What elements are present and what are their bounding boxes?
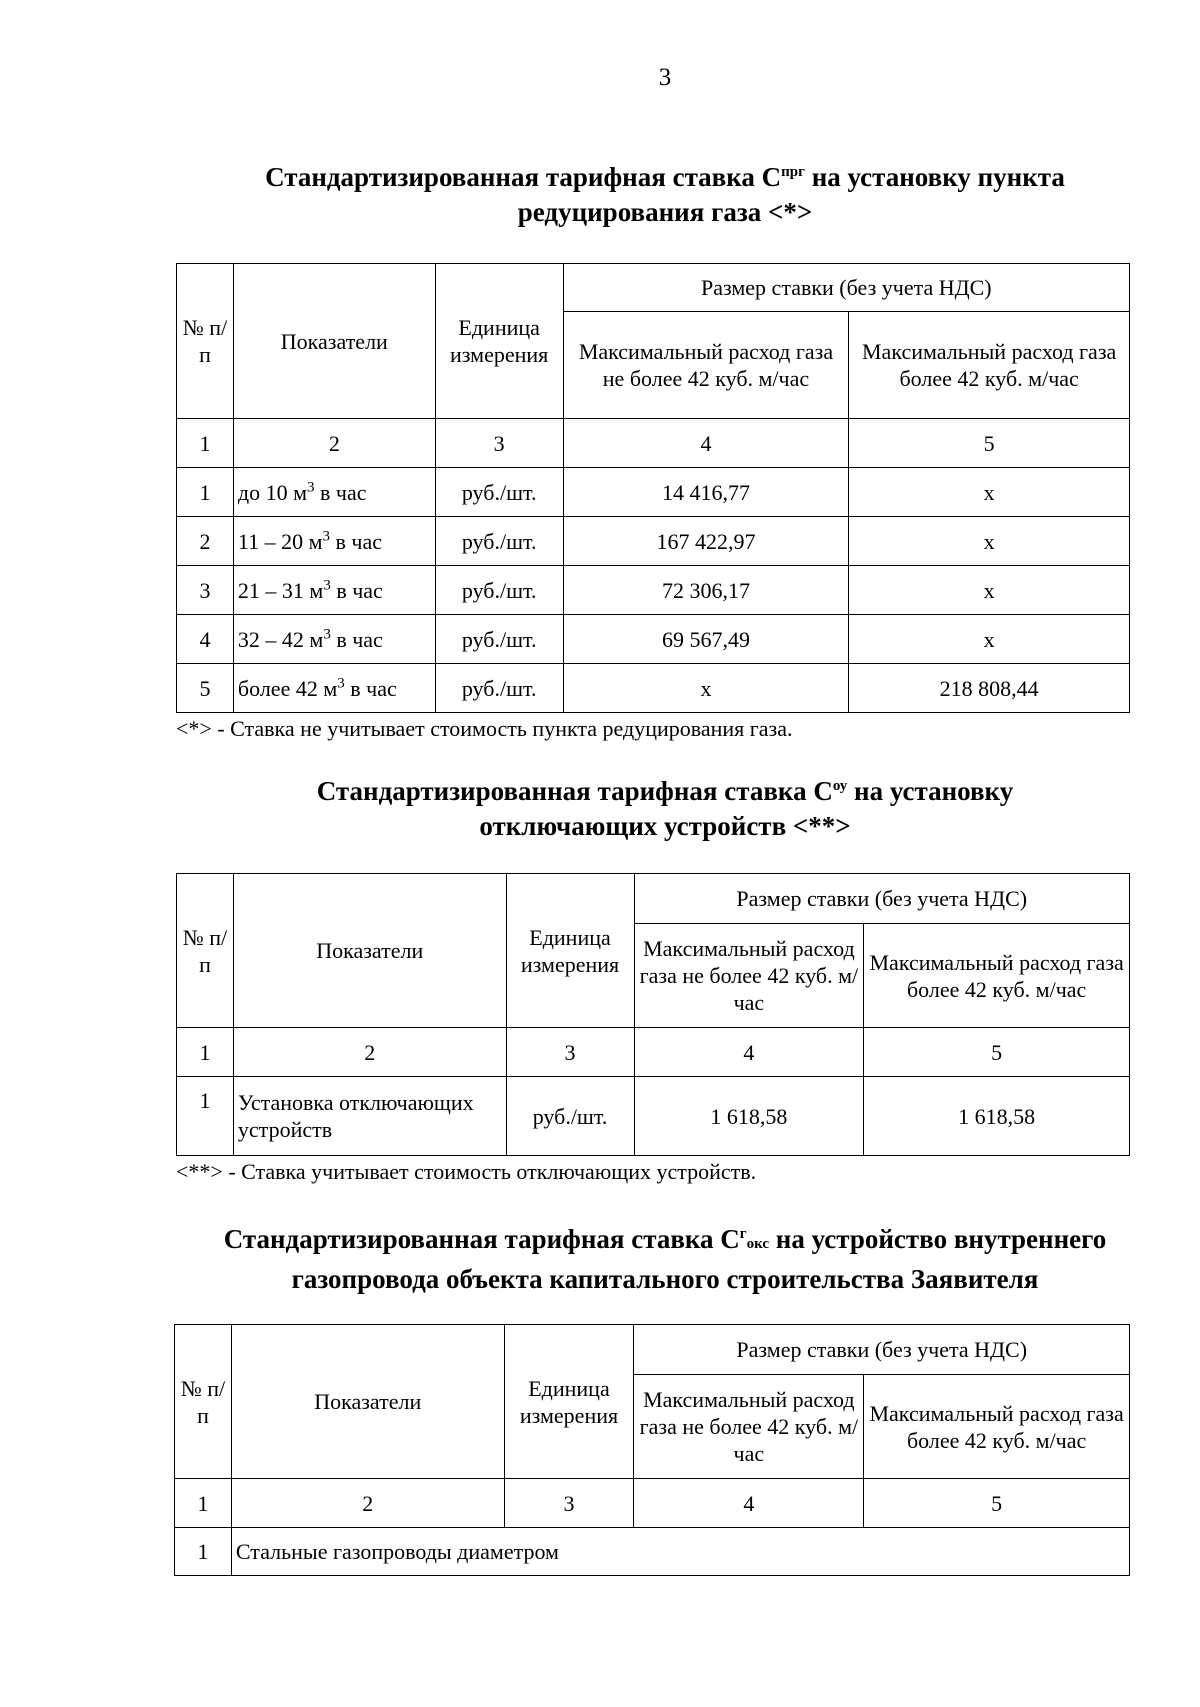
header-unit: Единица измерения (504, 1325, 634, 1479)
header-max-gt: Максимальный расход газа более 42 куб. м/час (849, 312, 1130, 419)
table-row: 3 21 – 31 $м^3$ в час руб./шт. 72 306,17 х (177, 566, 1130, 615)
header-indicators: Показатели (233, 874, 506, 1028)
header-no: № п/п (177, 874, 234, 1028)
index-row: 1 2 3 4 5 (177, 1028, 1130, 1077)
header-max-le: Максимальный расход газа не более 42 куб. м/час (634, 924, 864, 1028)
row-indicator: более 42 $м^3$ в час (233, 664, 435, 713)
section1-title (0, 160, 1200, 230)
row-indicator: 32 – 42 $м^3$ в час (233, 615, 435, 664)
header-no: № п/п (175, 1325, 232, 1479)
section1-footnote: <*> - Ставка не учитывает стоимость пункта редуцирования газа. (176, 716, 793, 741)
row-indicator: Стальные газопроводы диаметром (231, 1528, 1129, 1576)
header-max-gt: Максимальный расход газа более 42 куб. м/час (864, 924, 1130, 1028)
header-rate-group: Размер ставки (без учета НДС) (634, 874, 1130, 924)
section1-title-line2: редуцирования газа <*> (517, 197, 813, 227)
table-row: 4 32 – 42 $м^3$ в час руб./шт. 69 567,49 х (177, 615, 1130, 664)
header-rate-group: Размер ставки (без учета НДС) (634, 1325, 1130, 1375)
header-unit: Единица измерения (506, 874, 634, 1028)
row-indicator: 21 – 31 $м^3$ в час (233, 566, 435, 615)
section2-title-line1: Стандартизированная тарифная ставка $С^{оу}$ на установку (316, 776, 1014, 806)
header-rate-group: Размер ставки (без учета НДС) (563, 264, 1129, 312)
table-row: 2 11 – 20 $м^3$ в час руб./шт. 167 422,97 х (177, 517, 1130, 566)
row-indicator: до 10 $м^3$ в час (233, 468, 435, 517)
header-max-gt: Максимальный расход газа более 42 куб. м/час (864, 1375, 1130, 1479)
table-row: 1 Стальные газопроводы диаметром (175, 1528, 1130, 1576)
header-max-le: Максимальный расход газа не более 42 куб. м/час (563, 312, 849, 419)
section2-title-line2: отключающих устройств <**> (479, 811, 851, 841)
index-row: 1 2 3 4 5 (175, 1479, 1130, 1528)
header-indicators: Показатели (233, 264, 435, 419)
section1-table (176, 263, 1130, 713)
section1-title-line1: Стандартизированная тарифная ставка $С^{прг}$ на установку пункта (265, 162, 1065, 192)
table-row: 5 более 42 $м^3$ в час руб./шт. х 218 808,44 (177, 664, 1130, 713)
section3-title-line2: газопровода объекта капитального строительства Заявителя (291, 1264, 1039, 1294)
section2-footnote: <**> - Ставка учитывает стоимость отключающих устройств. (176, 1159, 757, 1184)
row-indicator: 11 – 20 $м^3$ в час (233, 517, 435, 566)
table-row: 1 до 10 $м^3$ в час руб./шт. 14 416,77 х (177, 468, 1130, 517)
header-unit: Единица измерения (435, 264, 563, 419)
header-max-le: Максимальный расход газа не более 42 куб. м/час (634, 1375, 864, 1479)
row-indicator: Установка отключающих устройств (233, 1077, 506, 1156)
header-indicators: Показатели (231, 1325, 504, 1479)
table-row: 1 Установка отключающих устройств руб./шт. 1 618,58 1 618,58 (177, 1077, 1130, 1156)
header-no: № п/п (177, 264, 234, 419)
section2-table (176, 873, 1130, 1156)
section2-title (0, 774, 1200, 844)
section3-title (0, 1222, 1200, 1297)
section3-title-line1: Стандартизированная тарифная ставка $С^гокс$ на устройство внутреннего (223, 1224, 1107, 1254)
section3-table (174, 1324, 1130, 1576)
index-row: 1 2 3 4 5 (177, 419, 1130, 468)
page-number: 3 (658, 64, 672, 91)
